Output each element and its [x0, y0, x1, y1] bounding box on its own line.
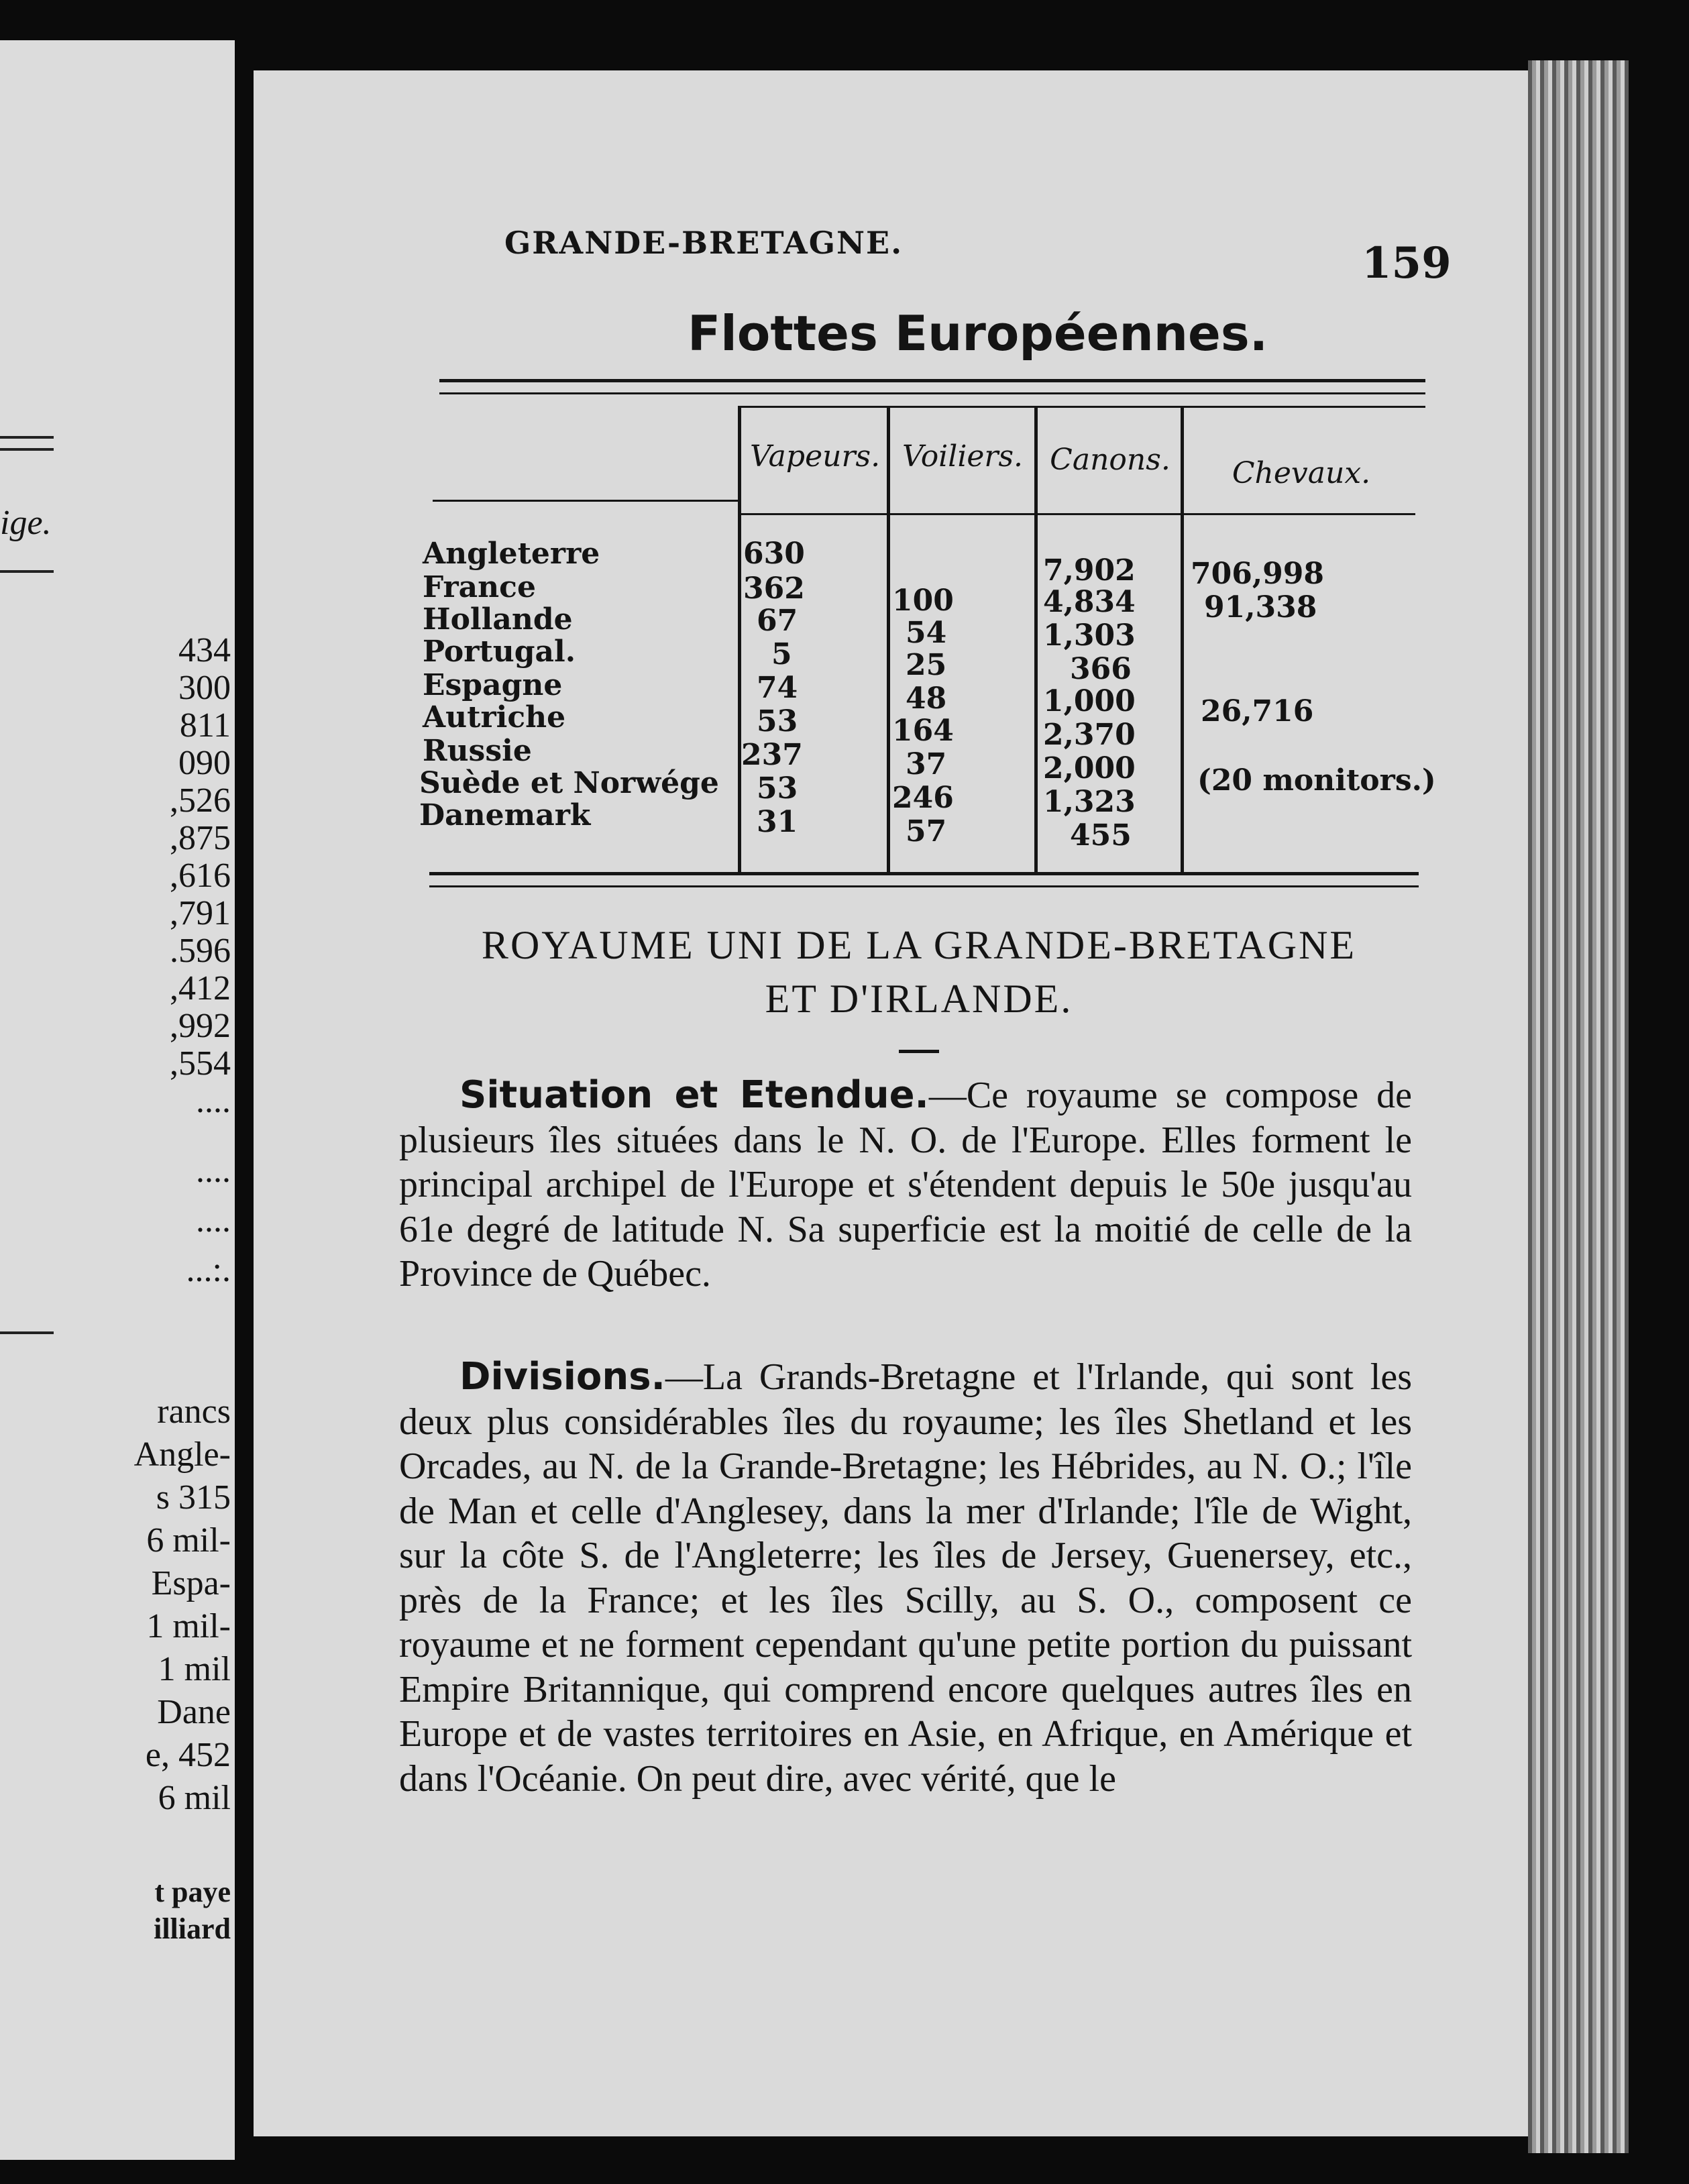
column-header-canons: Canons. [1050, 443, 1170, 477]
table-header-rule [741, 513, 1415, 515]
table-bottom-rule [429, 872, 1419, 875]
voiliers-value: 48 [906, 681, 947, 716]
paragraph-situation [399, 1073, 1412, 1297]
page-stack-edge [1528, 60, 1629, 2153]
left-page-rule [0, 436, 54, 439]
canons-value: 7,902 [1043, 553, 1136, 588]
table-column-line [887, 408, 890, 874]
chevaux-value: 706,998 [1191, 557, 1325, 591]
left-number: ,412 [170, 969, 231, 1007]
left-number: ,554 [170, 1044, 231, 1083]
left-text-line: 6 mil [158, 1779, 231, 1817]
canons-value: 455 [1070, 818, 1132, 853]
column-header-voiliers: Voiliers. [902, 439, 1024, 474]
left-text-line: s 315 [156, 1478, 231, 1517]
left-number: .596 [170, 932, 231, 970]
voiliers-value: 37 [906, 747, 947, 781]
paragraph-heading: Situation et Etendue. [459, 1073, 929, 1117]
country-name: Suède et Norwége [419, 766, 719, 800]
paragraph-body: —La Grands-Bretagne et l'Irlande, qui sont les deux plus considérables îles du royaume; les îles Shetland et les Orcades, au N. de la Grande-Bretagne; les Hébrides, au N. O.; l'île de Man et celle d'Anglesey, dans la mer d'Irlande; l'île de Wight, sur la côte S. de l'Angleterre; les îles de Jersey, Guenersey, etc., près de la France; et les îles Scilly, au S. O., composent ce royaume et ne forment cependant qu'une petite portion du puissant Empire Britannique, qui comprend encore quelques autres îles en Europe et de vastes territoires en Asie, en Afrique, en Amérique et dans l'Océanie. On peut dire, avec vérité, que le [399, 1356, 1412, 1800]
canons-value: 4,834 [1043, 585, 1136, 619]
chevaux-value: 26,716 [1201, 694, 1314, 728]
left-text-line: Dane [157, 1693, 231, 1731]
section-title-line-2: ET D'IRLANDE. [765, 977, 1073, 1021]
left-number: 090 [178, 744, 231, 782]
left-text-line: Angle- [133, 1435, 231, 1474]
left-footer-line: t paye [154, 1875, 231, 1908]
table-column-line [1181, 408, 1184, 874]
country-name: France [423, 570, 536, 604]
paragraph-divisions [399, 1355, 1412, 1801]
country-name: Autriche [423, 700, 566, 734]
left-number: 300 [178, 669, 231, 707]
column-header-vapeurs: Vapeurs. [749, 439, 881, 474]
canons-value: 1,000 [1043, 684, 1136, 718]
table-bottom-rule-thin [429, 885, 1419, 887]
left-dots: .... [196, 1082, 231, 1120]
chevaux-value: 91,338 [1204, 590, 1317, 624]
canons-value: 1,303 [1043, 618, 1136, 653]
left-page-subtitle: ige. [0, 504, 52, 542]
canons-value: 366 [1070, 652, 1132, 686]
voiliers-value: 25 [906, 648, 947, 682]
left-text-line: rancs [157, 1393, 231, 1431]
country-name: Espagne [423, 668, 563, 702]
running-head: GRANDE-BRETAGNE. [504, 225, 904, 261]
voiliers-value: 100 [892, 584, 954, 618]
left-text-line: e, 452 [145, 1736, 231, 1774]
canons-value: 2,000 [1043, 751, 1136, 785]
country-name: Danemark [419, 798, 591, 832]
chevaux-value: (20 monitors.) [1197, 763, 1436, 798]
left-dots: .... [196, 1152, 231, 1190]
vapeurs-value: 67 [757, 604, 798, 638]
vapeurs-value: 5 [771, 637, 792, 671]
country-name: Russie [423, 734, 532, 768]
vapeurs-value: 53 [757, 771, 798, 806]
table-header-rule [738, 406, 1425, 408]
table-column-line [738, 408, 741, 874]
country-name: Hollande [423, 602, 573, 637]
voiliers-value: 54 [906, 616, 947, 650]
left-number: 811 [179, 706, 231, 745]
page-number: 159 [1362, 238, 1452, 288]
left-number: ,616 [170, 857, 231, 895]
left-dots: ...:. [186, 1251, 231, 1289]
section-dash [899, 1050, 939, 1053]
left-number: ,992 [170, 1007, 231, 1045]
voiliers-value: 164 [892, 714, 954, 748]
country-name: Angleterre [423, 537, 600, 571]
left-page-rule [0, 448, 54, 451]
left-number: ,526 [170, 781, 231, 820]
left-text-line: Espa- [151, 1564, 231, 1602]
left-text-line: 1 mil [158, 1650, 231, 1688]
table-title: Flottes Européennes. [688, 305, 1268, 362]
canons-value: 2,370 [1043, 718, 1136, 752]
vapeurs-value: 53 [757, 704, 798, 739]
voiliers-value: 246 [892, 781, 954, 815]
left-page-rule [0, 570, 54, 573]
vapeurs-value: 362 [743, 571, 805, 606]
paragraph-body: —Ce royaume se compose de plusieurs îles situées dans le N. O. de l'Europe. Elles forment le principal archipel de l'Europe et s'étendent depuis le 50e jusqu'au 61e degré de latitude N. Sa superficie est la moitié de celle de la Province de Québec. [399, 1075, 1412, 1295]
left-facing-page [0, 40, 235, 2160]
table-header-rule [433, 500, 741, 502]
left-page-rule [0, 1331, 54, 1334]
vapeurs-value: 74 [757, 671, 798, 705]
voiliers-value: 57 [906, 814, 947, 849]
paragraph-heading: Divisions. [459, 1355, 665, 1399]
canons-value: 1,323 [1043, 785, 1136, 819]
left-footer-line: illiard [154, 1912, 231, 1945]
left-text-line: 6 mil- [146, 1521, 231, 1560]
left-text-line: 1 mil- [146, 1607, 231, 1645]
country-name: Portugal. [423, 635, 576, 669]
left-number: ,875 [170, 819, 231, 857]
left-number: 434 [178, 631, 231, 669]
column-header-chevaux: Chevaux. [1232, 456, 1371, 490]
vapeurs-value: 630 [743, 537, 805, 571]
vapeurs-value: 237 [741, 738, 803, 772]
vapeurs-value: 31 [757, 805, 798, 839]
table-top-rule-thin [439, 392, 1425, 394]
left-dots: .... [196, 1201, 231, 1240]
section-title-line-1: ROYAUME UNI DE LA GRANDE-BRETAGNE [481, 923, 1357, 967]
table-column-line [1034, 408, 1038, 874]
left-number: ,791 [170, 894, 231, 932]
table-top-rule [439, 379, 1425, 382]
